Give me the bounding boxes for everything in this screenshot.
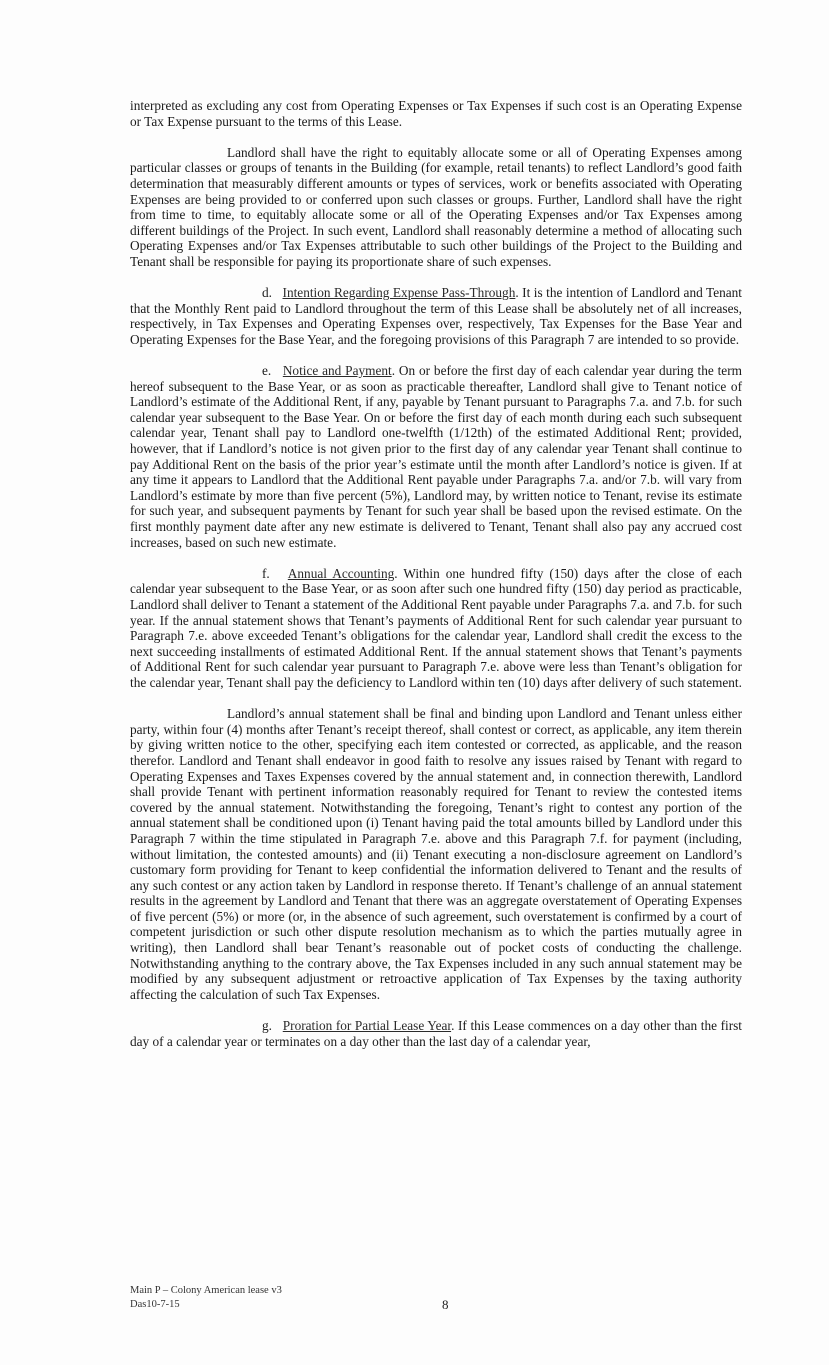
section-letter: g. [262,1018,272,1034]
section-heading: Intention Regarding Expense Pass-Through [282,285,516,301]
page-number: 8 [442,1297,449,1312]
document-body [130,98,742,1065]
section-text: . Within one hundred fifty (150) days after the close of each calendar year subsequent to the Base Year, or as soon after such one hundred fifty (150) day period as practicable, Landlord shall deliver to Tenant a statement of the Additional Rent payable under Paragraphs 7.a. and 7.b. for such year. If the annual statement shows that Tenant’s payments of Additional Rent for such calendar year pursuant to Paragraph 7.e. above exceeded Tenant’s obligations for the calendar year, Landlord shall credit the excess to the next succeeding installments of estimated Additional Rent. If the annual statement shows that Tenant’s payments of Additional Rent for such calendar year pursuant to Paragraph 7.e. above were less than Tenant’s obligation for the calendar year, Tenant shall pay the deficiency to Landlord within ten (10) days after delivery of such statement. [130,565,742,690]
footer-document-date: Das10-7-15 [130,1299,180,1310]
paragraph-d-intention [130,285,742,347]
section-letter: f. [262,565,270,581]
page-footer [130,1284,742,1312]
paragraph-e-notice [130,363,742,550]
section-heading: Proration for Partial Lease Year [282,1018,452,1034]
paragraph-g-proration [130,1018,742,1049]
section-letter: d. [262,285,272,301]
paragraph-expense-interpretation: interpreted as excluding any cost from Operating Expenses or Tax Expenses if such cost is an Operating Expense or Tax Expense pursuant to the terms of this Lease. [130,98,742,129]
section-text: . If this Lease commences on a day other than the first day of a calendar year or terminates on a day other than the last day of a calendar year, [130,1018,742,1049]
section-text: . It is the intention of Landlord and Tenant that the Monthly Rent paid to Landlord throughout the term of this Lease shall be absolutely net of all increases, respectively, in Tax Expenses and Operating Expenses over, respectively, Tax Expenses for the Base Year and Operating Expenses for the Base Year, and the foregoing provisions of this Paragraph 7 are intended to so provide. [130,285,742,347]
section-text: . On or before the first day of each calendar year during the term hereof subsequent to the Base Year, or as soon as practicable thereafter, Landlord shall give to Tenant notice of Landlord’s estimate of the Additional Rent, if any, payable by Tenant pursuant to Paragraphs 7.a. and 7.b. for such calendar year subsequent to the Base Year. On or before the first day of each month during each such subsequent calendar year, Tenant shall pay to Landlord one-twelfth (1/12th) of the estimated Additional Rent; provided, however, that if Landlord’s notice is not given prior to the first day of any calendar year Tenant shall continue to pay Additional Rent on the basis of the prior year’s estimate until the month after Landlord’s notice is given. If at any time it appears to Landlord that the Additional Rent payable under Paragraphs 7.a. and/or 7.b. will vary from Landlord’s estimate by more than five percent (5%), Landlord may, by written notice to Tenant, revise its estimate for such year, and subsequent payments by Tenant for such year shall be based upon the revised estimate. On the first monthly payment date after any new estimate is delivered to Tenant, Tenant shall also pay any accrued cost increases, based on such new estimate. [130,363,742,550]
section-heading: Notice and Payment [282,363,392,379]
footer-document-name: Main P – Colony American lease v3 [130,1285,282,1296]
paragraph-f-annual-accounting [130,566,742,691]
section-letter: e. [262,363,272,379]
section-heading: Annual Accounting [287,565,395,581]
paragraph-expense-allocation: Landlord shall have the right to equitably allocate some or all of Operating Expenses among particular classes or groups of tenants in the Building (for example, retail tenants) to reflect Landlord’s good faith determination that measurably different amounts or types of services, work or benefits associated with Operating Expenses are being provided to or conferred upon such classes or groups. Further, Landlord shall have the right from time to time, to equitably allocate some or all of the Operating Expenses and/or Tax Expenses among different buildings of the Project. In such event, Landlord shall reasonably determine a method of allocating such Operating Expenses and/or Tax Expenses attributable to such other buildings of the Project to the Building and Tenant shall be responsible for paying its proportionate share of such expenses. [130,144,742,269]
paragraph-annual-statement: Landlord’s annual statement shall be final and binding upon Landlord and Tenant unless either party, within four (4) months after Tenant’s receipt thereof, shall contest or correct, as applicable, any item therein by giving written notice to the other, specifying each item contested or corrected, as applicable, and the reason therefor. Landlord and Tenant shall endeavor in good faith to resolve any issues raised by Tenant with regard to Operating Expenses and Taxes Expenses covered by the annual statement and, in connection therewith, Landlord shall provide Tenant with pertinent information reasonably required for Tenant to review the contested items covered by the annual statement. Notwithstanding the foregoing, Tenant’s right to contest any portion of the annual statement shall be conditioned upon (i) Tenant having paid the total amounts billed by Landlord under this Paragraph 7 within the time stipulated in Paragraph 7.e. above and this Paragraph 7.f. for payment (including, without limitation, the contested amounts) and (ii) Tenant executing a non-disclosure agreement on Landlord’s customary form providing for Tenant to keep confidential the information delivered to Tenant and the results of any such contest or any action taken by Landlord in response thereto. If Tenant’s challenge of an annual statement results in the agreement by Landlord and Tenant that there was an aggregate overstatement of Operating Expenses of five percent (5%) or more (or, in the absence of such agreement, such overstatement is confirmed by a court of competent jurisdiction or such other dispute resolution mechanism as to which the parties mutually agree in writing), then Landlord shall bear Tenant’s reasonable out of pocket costs of conducting the challenge. Notwithstanding anything to the contrary above, the Tax Expenses included in any such annual statement may be modified by any subsequent adjustment or retroactive application of Tax Expenses by the taxing authority affecting the calculation of such Tax Expenses. [130,706,742,1002]
